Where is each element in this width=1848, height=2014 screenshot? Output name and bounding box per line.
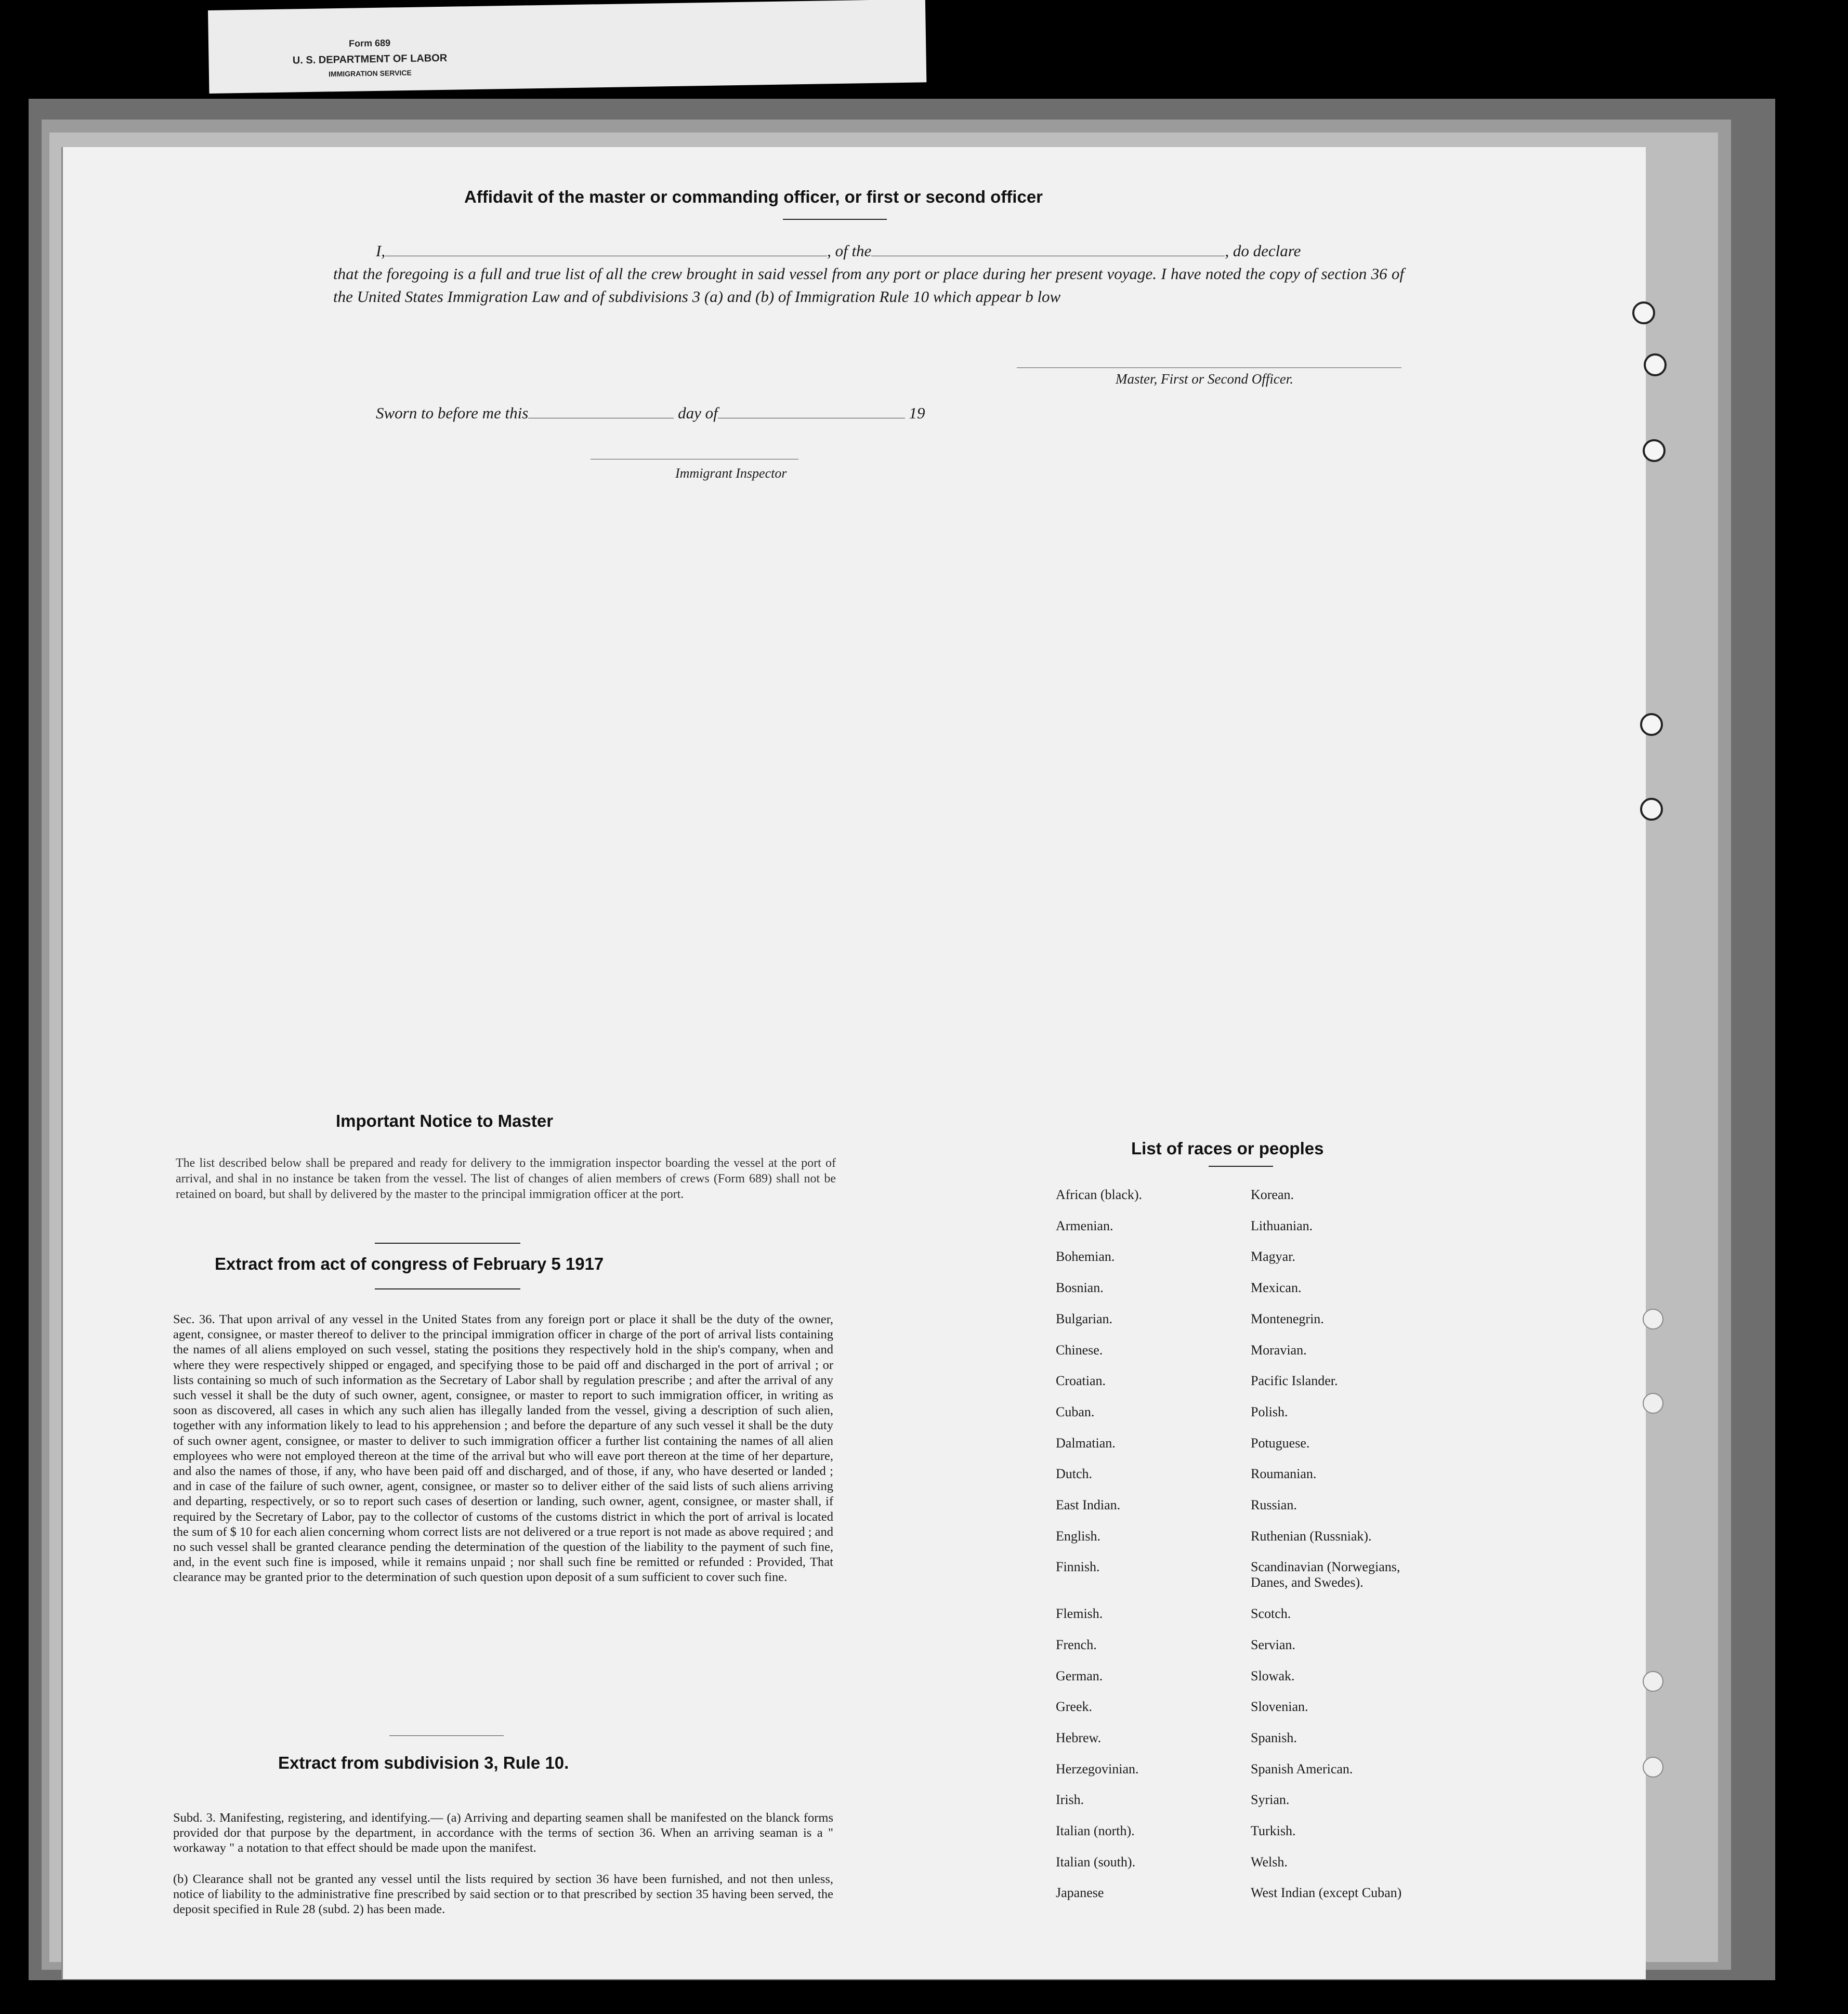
divider bbox=[783, 219, 887, 220]
binder-hole bbox=[1643, 1393, 1663, 1414]
binder-hole bbox=[1640, 713, 1663, 736]
race-item: Moravian. bbox=[1251, 1342, 1307, 1358]
divider bbox=[375, 1288, 520, 1289]
binder-hole bbox=[1644, 353, 1667, 376]
race-item: East Indian. bbox=[1056, 1497, 1121, 1512]
race-item: Spanish American. bbox=[1251, 1761, 1353, 1776]
binder-hole bbox=[1643, 1309, 1663, 1329]
race-item: English. bbox=[1056, 1528, 1100, 1544]
affidavit-declaration-line bbox=[376, 240, 1400, 262]
race-item: Cuban. bbox=[1056, 1404, 1095, 1419]
race-item: Greek. bbox=[1056, 1699, 1093, 1715]
race-item: Italian (south). bbox=[1056, 1854, 1136, 1870]
race-item: Finnish. bbox=[1056, 1559, 1100, 1575]
day-of-label: day of bbox=[678, 404, 718, 422]
title-underline bbox=[1209, 1166, 1273, 1167]
inspector-caption: Immigrant Inspector bbox=[675, 466, 787, 481]
rule-extract-text-b: (b) Clearance shall not be granted any vessel until the lists required by section 36 have been furnished, and not then unless, notice of liability to the administrative fine prescribed by said section or to that prescribed by section 35 having been served, the deposit specified in Rule 28 (subd. 2) has been made. bbox=[173, 1872, 833, 1917]
race-item: Polish. bbox=[1251, 1404, 1288, 1419]
race-item: African (black). bbox=[1056, 1187, 1143, 1202]
declarant-label: I, bbox=[376, 242, 386, 260]
act-extract-title: Extract from act of congress of February 5 1917 bbox=[215, 1254, 604, 1273]
do-declare-label: , do declare bbox=[1225, 242, 1301, 260]
binder-hole bbox=[1643, 1757, 1663, 1778]
race-item: Syrian. bbox=[1251, 1792, 1290, 1808]
notice-text: The list described below shall be prepared and ready for delivery to the immigration inspector boarding the vessel at the port of arrival, and shal in no instance be taken from the vessel. The list of changes of alien members of crews (Form 689) shall not be retained on board, but shall by delivered by the master to the principal immigration officer at the port. bbox=[176, 1156, 836, 1201]
form-tab bbox=[208, 0, 926, 94]
race-item: Welsh. bbox=[1251, 1854, 1288, 1870]
race-item: West Indian (except Cuban) bbox=[1251, 1885, 1402, 1901]
race-item: Bulgarian. bbox=[1056, 1311, 1113, 1326]
sworn-label: Sworn to before me this bbox=[376, 404, 529, 422]
race-item: Dutch. bbox=[1056, 1466, 1093, 1482]
race-item: Bosnian. bbox=[1056, 1280, 1104, 1296]
race-item: French. bbox=[1056, 1637, 1097, 1652]
act-extract-text: Sec. 36. That upon arrival of any vessel in the United States from any foreign port or place it shall be the duty of the owner, agent, consignee, or master thereof to deliver to the principal immigration officer in charge of the port of arrival lists containing the names of all aliens employed on such vessel, stating the positions they respectively hold in the ship's company, when and where they were respectively shipped or engaged, and specifying those to be paid off and discharged in the port of arrival ; or lists containing so much of such information as the Secretary of Labor shall by regulation prescribe ; and after the arrival of any such vessel it shall be the duty of such owner, agent, consignee, or master to report to such immigration officer, in writing as soon as discovered, all cases in which any such alien has illegally landed from the vessel, giving a description of such alien, together with any information likely to lead to his apprehension ; and before the departure of any such vessel it shall be the duty of such owner agent, consignee, or master to deliver to such immigration officer a further list containing the names of all alien employees who were not employed thereon at the time of the arrival but who will eave port thereon at the time of her departure, and also the names of those, if any, who have been paid off and discharged, and of those, if any, who have deserted or landed ; and in case of the failure of such owner, agent, consignee, or master so to deliver either of the said lists of such aliens arriving and departing, respectively, or so to report such cases of desertion or landing, such owner, agent, consignee, or master shall, if required by the Secretary of Labor, pay to the collector of customs of the customs district in which the port of arrival is located the sum of $ 10 for each alien concerning whom correct lists are not delivered or a true report is not made as above required ; and no such vessel shall be granted clearance pending the determination of the question of the liability to the payment of such fine, and, in the event such fine is imposed, while it remains unpaid ; nor shall such fine be remitted or refunded : Provided, That clearance may be granted prior to the determination of such question upon deposit of a sum sufficient to cover such fine. bbox=[173, 1312, 833, 1585]
race-item: Russian. bbox=[1251, 1497, 1297, 1512]
race-item: Potuguese. bbox=[1251, 1435, 1310, 1451]
department-name: U. S. DEPARTMENT OF LABOR bbox=[292, 52, 448, 67]
race-item: Servian. bbox=[1251, 1637, 1295, 1652]
race-item: Magyar. bbox=[1251, 1249, 1295, 1265]
race-item: Chinese. bbox=[1056, 1342, 1103, 1358]
divider bbox=[389, 1735, 504, 1736]
binder-hole bbox=[1643, 1671, 1663, 1692]
officer-caption: Master, First or Second Officer. bbox=[1116, 371, 1293, 387]
race-item: Turkish. bbox=[1251, 1823, 1296, 1838]
race-item: Irish. bbox=[1056, 1792, 1084, 1808]
year-label: 19 bbox=[909, 404, 925, 422]
race-item: Flemish. bbox=[1056, 1606, 1103, 1622]
race-item: Slovenian. bbox=[1251, 1699, 1308, 1715]
race-item: Croatian. bbox=[1056, 1373, 1106, 1389]
race-item: Dalmatian. bbox=[1056, 1435, 1116, 1451]
binder-hole bbox=[1640, 798, 1663, 821]
race-item: Japanese bbox=[1056, 1885, 1104, 1901]
affidavit-body: that the foregoing is a full and true list of all the crew brought in said vessel from any port or place during her present voyage. I have noted the copy of section 36 of the United States Immigration Law and of subdivisions 3 (a) and (b) of Immigration Rule 10 which appear b low bbox=[333, 265, 1404, 306]
race-item: Lithuanian. bbox=[1251, 1218, 1313, 1233]
race-item: Scandinavian (Norwegians, Danes, and Swedes). bbox=[1251, 1559, 1400, 1590]
race-item: Herzegovinian. bbox=[1056, 1761, 1139, 1776]
notice-title: Important Notice to Master bbox=[336, 1111, 554, 1130]
divider bbox=[375, 1243, 520, 1244]
race-item: Bohemian. bbox=[1056, 1249, 1115, 1265]
of-the-label: , of the bbox=[827, 242, 872, 260]
race-item: Korean. bbox=[1251, 1187, 1294, 1202]
race-item: Italian (north). bbox=[1056, 1823, 1135, 1838]
race-item: Spanish. bbox=[1251, 1730, 1297, 1745]
race-item: Hebrew. bbox=[1056, 1730, 1102, 1745]
rule-extract-text-a: Subd. 3. Manifesting, registering, and identifying.— (a) Arriving and departing seamen shall be manifested on the blanck forms provided dor that purpose by the department, in accordance with the terms of section 36. When an arriving seaman is a " workaway " a notation to that effect should be made upon the manifest. bbox=[173, 1811, 833, 1855]
binder-hole bbox=[1632, 301, 1655, 324]
sworn-line bbox=[376, 402, 925, 425]
race-item: Roumanian. bbox=[1251, 1466, 1317, 1482]
rule-extract-title: Extract from subdivision 3, Rule 10. bbox=[278, 1753, 569, 1772]
race-item: Armenian. bbox=[1056, 1218, 1113, 1233]
race-item: Mexican. bbox=[1251, 1280, 1302, 1296]
affidavit-title: Affidavit of the master or commanding officer, or first or second officer bbox=[464, 187, 1043, 206]
service-name: IMMIGRATION SERVICE bbox=[328, 68, 412, 78]
binder-hole bbox=[1643, 439, 1666, 462]
race-item: Ruthenian (Russniak). bbox=[1251, 1528, 1372, 1544]
race-item: Montenegrin. bbox=[1251, 1311, 1324, 1326]
race-item: Scotch. bbox=[1251, 1606, 1291, 1622]
form-sheet bbox=[61, 147, 1646, 1979]
form-number: Form 689 bbox=[348, 37, 391, 49]
race-item: German. bbox=[1056, 1668, 1103, 1683]
race-item: Slowak. bbox=[1251, 1668, 1295, 1683]
races-list-title: List of races or peoples bbox=[1131, 1139, 1324, 1158]
race-item: Pacific Islander. bbox=[1251, 1373, 1338, 1389]
